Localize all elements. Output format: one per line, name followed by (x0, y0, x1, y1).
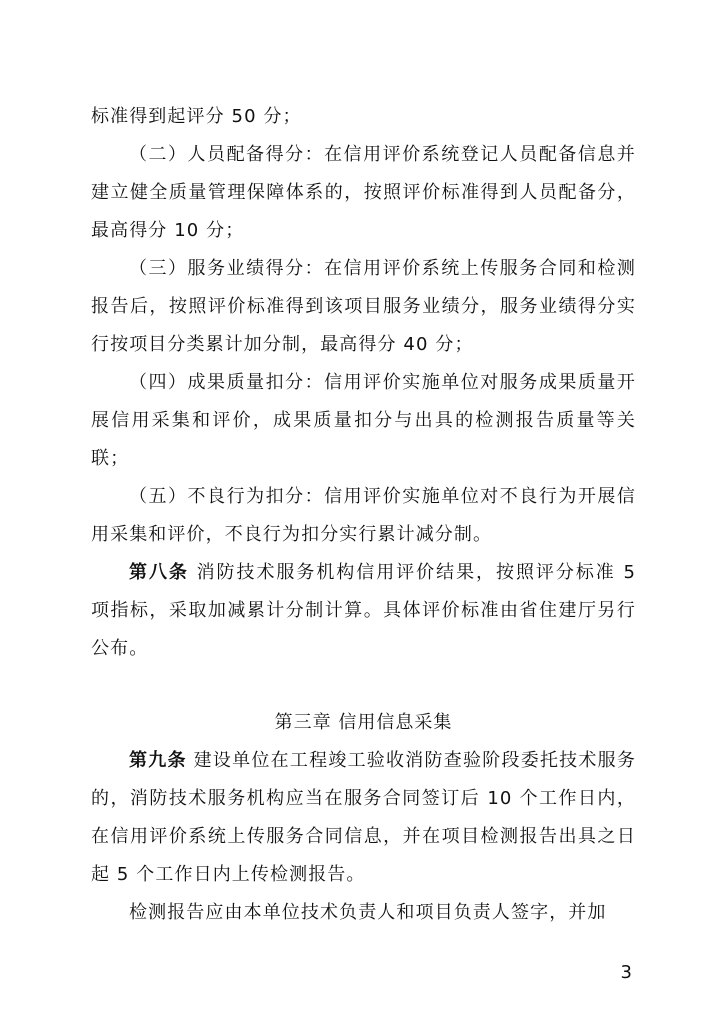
document-body (91, 98, 636, 932)
chapter-title: 第三章 信用信息采集 (274, 712, 453, 733)
page-number: 3 (620, 962, 632, 983)
paragraph-signature-requirement: 检测报告应由本单位技术负责人和项目负责人签字，并加 (129, 902, 607, 923)
article-8 (91, 554, 636, 668)
paragraph-item-2: （二）人员配备得分：在信用评价系统登记人员配备信息并建立健全质量管理保障体系的，按照评价标准得到人员配备分，最高得分 10 分； (91, 144, 636, 241)
paragraph-continuation: 标准得到起评分 50 分； (91, 106, 302, 127)
article-9 (91, 742, 636, 894)
article-9-label: 第九条 (129, 750, 187, 771)
paragraph-item-5: （五）不良行为扣分：信用评价实施单位对不良行为开展信用采集和评价，不良行为扣分实行累计减分制。 (91, 486, 636, 545)
paragraph-item-3: （三）服务业绩得分：在信用评价系统上传服务合同和检测报告后，按照评价标准得到该项目服务业绩分，服务业绩得分实行按项目分类累计加分制，最高得分 40 分； (91, 258, 636, 355)
paragraph-item-4: （四）成果质量扣分：信用评价实施单位对服务成果质量开展信用采集和评价，成果质量扣分与出具的检测报告质量等关联； (91, 372, 636, 469)
article-9-text: 建设单位在工程竣工验收消防查验阶段委托技术服务的，消防技术服务机构应当在服务合同签订后 10 个工作日内，在信用评价系统上传服务合同信息，并在项目检测报告出具之日起 5 个工作日内上传检测报告。 (91, 750, 636, 885)
article-8-label: 第八条 (129, 562, 189, 583)
article-8-text: 消防技术服务机构信用评价结果，按照评分标准 5 项指标，采取加减累计分制计算。具体评价标准由省住建厅另行公布。 (91, 562, 636, 659)
